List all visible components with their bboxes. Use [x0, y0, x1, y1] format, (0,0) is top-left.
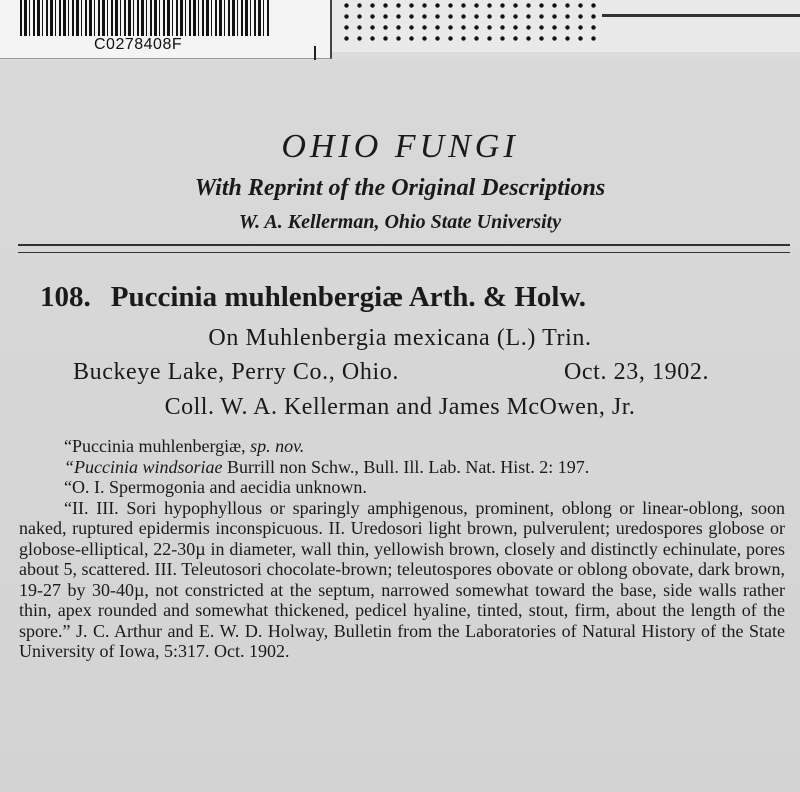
description-para-stages-ii-iii: “II. III. Sori hypophyllous or sparingly amphigenous, prominent, oblong or linear-oblong, soon naked, ruptured epidermis inconspicuous. II. Uredosori light brown, pulverulent; uredospores globose or globose-elliptical, 22-30µ in diameter, wall thin, yellowish brown, closely and distinctly echinulate, pores about 5, scattered. III. Teleutosori chocolate-brown; teleutospores obovate or oblong obovate, dark brown, 19-27 by 30-40µ, not constricted at the septum, narrowed somewhat toward the base, side walls rather thin, apex rounded and somewhat thickened, pedicel hyaline, tinted, stout, firm, about the length of the spore.” J. C. Arthur and E. W. D. Holway, Bulletin from the Laboratories of Natural History of the State University of Iowa, 5:317. Oct. 1902.	[19, 497, 785, 661]
collectors-line: Coll. W. A. Kellerman and James McOwen, Jr.	[164, 394, 636, 420]
original-description	[19, 436, 785, 662]
description-para-stages-o-i: “O. I. Spermogonia and aecidia unknown.	[64, 477, 367, 497]
locality: Buckeye Lake, Perry Co., Ohio.	[73, 359, 399, 385]
synonym-citation: Burrill non Schw., Bull. Ill. Lab. Nat. Hist. 2: 197.	[222, 456, 590, 477]
barcode-image	[20, 0, 270, 36]
collection-date: Oct. 23, 1902.	[564, 359, 710, 385]
species-name: Puccinia muhlenbergiæ Arth. & Holw.	[110, 281, 587, 313]
author-line: W. A. Kellerman, Ohio State University	[238, 211, 562, 233]
barcode-id: C0278408F	[94, 36, 183, 53]
page-subtitle: With Reprint of the Original Descriptions	[194, 175, 606, 201]
description-line-2	[19, 457, 785, 478]
host-line: On Muhlenbergia mexicana (L.) Trin.	[208, 325, 592, 351]
ruler-line	[602, 14, 800, 17]
entry-number: 108.	[40, 281, 91, 313]
barcode-label	[0, 0, 332, 59]
description-status: sp. nov.	[250, 436, 305, 456]
page-title: OHIO FUNGI	[281, 128, 519, 165]
description-line-1	[19, 436, 785, 457]
divider-rule-thin	[18, 252, 790, 253]
synonym-name: “Puccinia windsoriae	[64, 456, 223, 477]
description-name: “Puccinia muhlenbergiæ,	[64, 436, 251, 456]
divider-rule	[18, 244, 790, 246]
printed-label	[0, 60, 800, 792]
ruler-dot-pattern	[340, 0, 602, 44]
scale-ruler	[332, 0, 800, 52]
species-heading	[40, 281, 780, 314]
